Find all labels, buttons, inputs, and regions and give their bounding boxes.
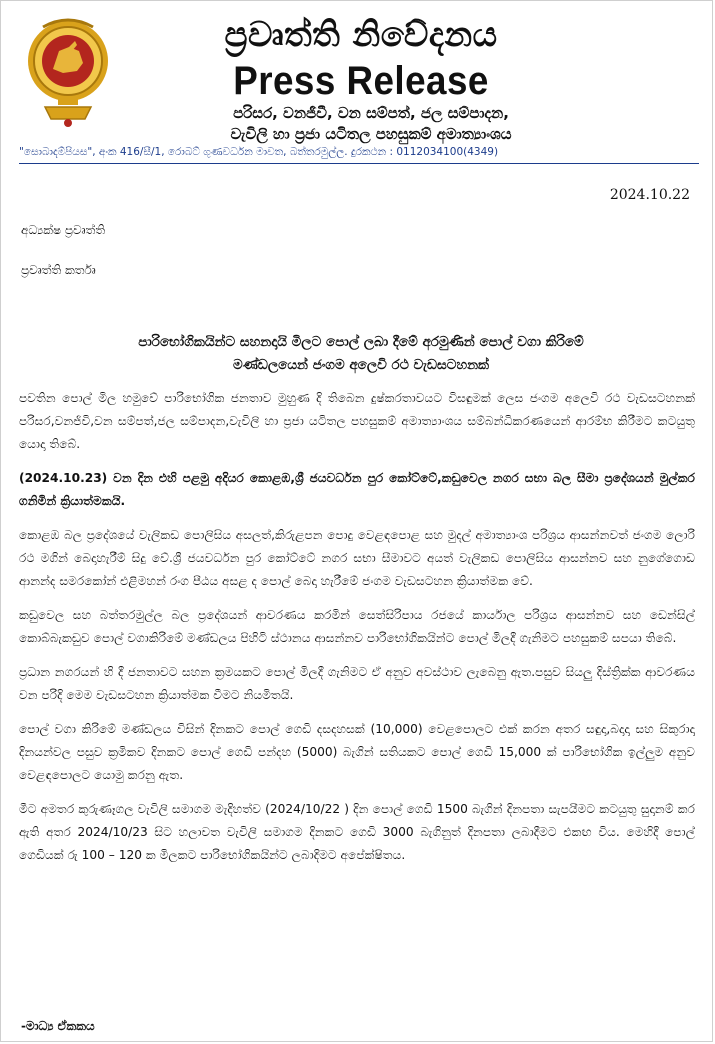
header-divider [19, 163, 699, 164]
ministry-line-2: වැවිලි හා ප්‍රජා යටිතල පහසුකම් අමාත්‍යාංශය [230, 125, 512, 143]
ministry-name [151, 103, 591, 145]
ministry-line-1: පරිසර, වනජීවී, වන සම්පත්, ජල සම්පාදන, [233, 104, 509, 122]
heading-line-1: පාරිභෝගිකයින්ට සහනදායි මිලට පොල් ලබා දීමේ අරමුණින් පොල් වගා කිරිමේ [138, 334, 584, 350]
body-paragraph: ප්‍රධාන නගරයන් හි දී ජනතාවට සහන ක්‍රමයකට පොල් මිලදී ගැනිමට ඒ අනුව අවස්ථාව ලැබෙනු ඇත.පසුව සියලු දිස්ත්‍රික්ක ආවරණය වන පරිදි මෙම වැඩසටහන ක්‍රියාත්මක වීමට නියමිතයි. [19, 665, 695, 702]
ministry-address: "සොබාදම්පියස", අංක 416/සී/1, රොබට් ගුණවර්ධන මාවත, බත්තරමුල්ල. දුරකථන : 0112034100(4349) [19, 146, 499, 158]
body-paragraph: කඩුවෙල සහ බත්තරමුල්ල බල ප්‍රදේශයන් ආවරණය කරමින් සෙත්සිරිපාය රජයේ කාර්යාල පරිශ්‍රය ආසන්නව සහ ඩෙන්සිල් කොබ්බැකඩුව පොල් වගාකිරිමේ මණ්ඩලය පිහිටි ස්ථානය ආසන්නව පාරිභෝගිකයින්ට පොල් මිලදී ගැනිමට පහසුකම් සපයා තිබේ. [19, 608, 695, 645]
sri-lanka-emblem-icon [23, 11, 113, 131]
recipient-line: අධ්‍යක්ෂ ප්‍රවෘත්ති [21, 223, 106, 237]
body-paragraph: කොළඹ බල ප්‍රදේශයේ වැලිකඩ පොලිසිය අසලත්,කිරුළපන පොදු වෙළඳපොළ සහ මුදල් අමාත්‍යාංශ පරිශ්‍රය ආසන්නවත් ජංගම ලොරි රථ මගින් බෙදාහැරීම් සිදු වේ.ශ්‍රී ජයවර්ධන පුර කෝට්ටේ නගර සභා සීමාවට අයත් වැලිකඩ පොලිසිය ආසන්නව සහ නුගේගොඩ ආනන්ද සමරකෝන් එළිමහන් රංග පීඨය අසළ ද පොල් බෙදා හැරීමේ ජංගම වැඩසටහන ක්‍රියාත්මක වේ. [19, 528, 695, 588]
heading-line-2: මණ්ඩලයෙන් ජංගම අලෙවි රථ වැඩසටහනක් [232, 357, 489, 373]
release-heading [41, 331, 681, 377]
title-sinhala: ප්‍රවෘත්ති නිවේදනය [224, 15, 498, 55]
release-body [19, 387, 695, 878]
media-unit-signoff: -මාධ්‍ය ඒකකය [21, 1019, 95, 1033]
body-paragraph: පවතින පොල් මිල හමුවේ පාරිභෝගික ජනතාව මුහුණ දි තිබෙන දුෂ්කරතාවයට විසඳුමක් ලෙස ජංගම අලෙවි රථ වැඩසටහනක් පරිසර,වනජිවි,වන සම්පත්,ජල සම්පාදන,වැවිලි හා ප්‍රජා යටිතල පහසුකම් අමාත්‍යාංශය සම්බන්ධිකරණයෙන් ආරම්භ කිරීමට කටයුතු යොදා තිබේ. [19, 391, 695, 451]
letterhead [1, 1, 712, 169]
body-paragraph: (2024.10.23) වන දින එහි පළමු අදියර කොළඹ,ශ්‍රී ජයවර්ධන පුර කෝට්ටේ,කඩුවෙල නගර සභා බල සීමා ප්‍රදේශයන් මුල්කර ගනිමින් ක්‍රියාත්මකයි. [19, 471, 695, 508]
release-date: 2024.10.22 [609, 187, 690, 203]
body-paragraph: පොල් වගා කිරිමේ මණ්ඩලය විසින් දිනකට පොල් ගෙඩි දසදහසක් (10,000) වෙළපොලට එක් කරන අතර සඳුදා,බදාදා සහ සිකුරාදා දිනයන්වල පසුව ක්‍රමිකව දිනකට පොල් ගෙඩි පන්දහ (5000) බැගින් සතියකට පොල් ගෙඩි 15,000 ක් පාරිභෝගික ඉල්ලුම අනුව වෙළඳපොලට යොමු කරනු ඇත. [19, 722, 695, 782]
recipient-line: ප්‍රවෘත්ති කර්තෘ [21, 263, 96, 277]
body-paragraph: මීට අමතර කුරුණෑගල වැවිලි සමාගම මැදිහත්ව (2024/10/22 ) දින පොල් ගෙඩි 1500 බැගින් දිනපතා සැපයීමට කටයුතු සුදානම් කර ඇති අතර 2024/10/23 සිට හලාවත වැවිලි සමාගම දිනකට ගෙඩි 3000 බැගිනුත් දිනපතා ලබාදීමට එකඟ විය. මෙහිදී පොල් ගෙඩියක් රු 100 – 120 ක මිලකට පාරිභෝගිකයින්ට ලබාදිමට අපේක්ෂිතය. [19, 802, 695, 862]
title-english: Press Release [233, 59, 489, 103]
